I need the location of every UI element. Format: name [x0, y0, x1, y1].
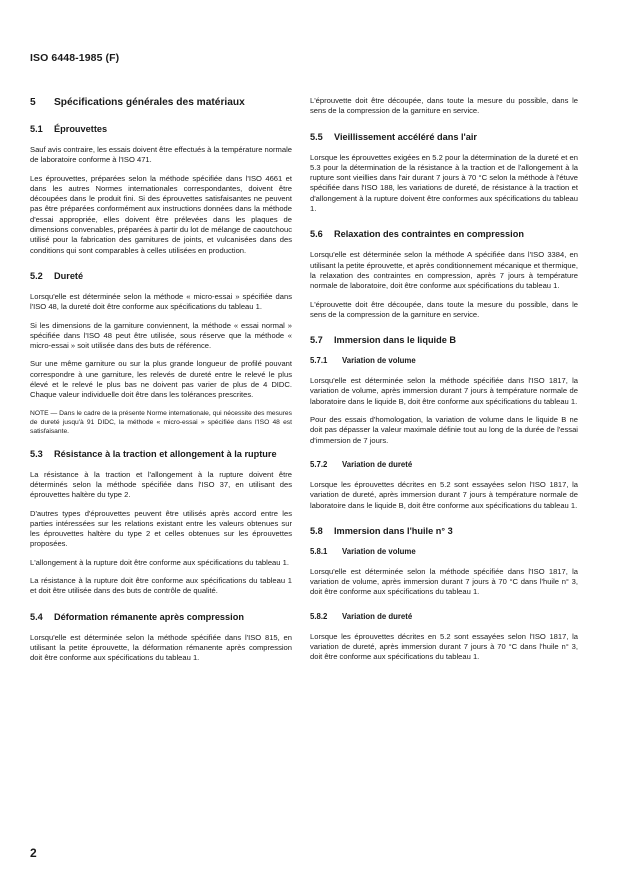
section-number: 5.7 [310, 335, 323, 346]
section-title: Variation de dureté [342, 611, 413, 621]
note: NOTE — Dans le cadre de la présente Norme internationale, qui nécessite des mesures de dureté jusqu'à 91 DIDC, la méthode « micro-essai » spécifiée dans l'ISO 48 est satisfaisante. [30, 409, 292, 435]
section-title: Immersion dans l'huile n° 3 [334, 525, 453, 536]
section-5-7-heading [310, 334, 578, 346]
paragraph: Sur une même garniture ou sur la plus grande longueur de profilé pouvant correspondre à une garniture, les relevés de dureté entre le relevé le plus élevé et le relevé le plus bas ne doivent pas varier de plus de 4 DIDC. Chaque valeur individuelle doit être dans les tolérances prescrites. [30, 359, 292, 400]
section-number: 5.7.1 [310, 356, 328, 366]
section-5-3-heading [30, 448, 292, 460]
section-5-4-heading [30, 611, 292, 623]
section-5-8-2-heading [310, 612, 578, 622]
paragraph: L'éprouvette doit être découpée, dans toute la mesure du possible, dans le sens de la compression de la garniture en service. [310, 96, 578, 116]
section-title: Immersion dans le liquide B [334, 335, 457, 346]
paragraph: Lorsqu'elle est déterminée selon la méthode A spécifiée dans l'ISO 3384, en utilisant la petite éprouvette, et après conditionnement mécanique et thermique, la relaxation des contraintes en compression, après 7 jours à température normale de laboratoire, doit être conforme aux spécifications du tableau 1. [310, 250, 578, 291]
paragraph: Lorsque les éprouvettes décrites en 5.2 sont essayées selon l'ISO 1817, la variation de dureté, après immersion durant 7 jours à 70 °C dans l'huile n° 3, doit être conforme aux spécifications du tableau 1. [310, 631, 578, 662]
section-5-6-heading [310, 228, 578, 240]
paragraph: Si les dimensions de la garniture conviennent, la méthode « essai normal » spécifiée dans l'ISO 48 peut être utilisée, sous réserve que la méthode « micro-essai » soit utilisée dans des buts de référence. [30, 320, 292, 351]
section-number: 5.2 [30, 270, 43, 281]
paragraph: Lorsqu'elle est déterminée selon la méthode « micro-essai » spécifiée dans l'ISO 48, la dureté doit être conforme aux spécifications du tableau 1. [30, 291, 292, 312]
paragraph: La résistance à la traction et l'allongement à la rupture doivent être déterminés selon la méthode spécifiée dans l'ISO 37, en utilisant des éprouvettes haltère du type 2. [30, 469, 292, 500]
paragraph: La résistance à la rupture doit être conforme aux spécifications du tableau 1 et doit être utilisée dans des buts de contrôle de qualité. [30, 576, 292, 596]
section-5-8-1-heading [310, 547, 578, 557]
section-number: 5.8.2 [310, 611, 328, 621]
paragraph: Sauf avis contraire, les essais doivent être effectués à la température normale de laboratoire conforme à l'ISO 471. [30, 145, 292, 165]
page-number: 2 [30, 846, 37, 860]
section-number: 5.4 [30, 611, 43, 622]
paragraph: Lorsqu'elle est déterminée selon la méthode spécifiée dans l'ISO 1817, la variation de volume, après immersion durant 7 jours à température normale de laboratoire dans le liquide B, doit être conforme aux spécifications du tableau 1. [310, 376, 578, 406]
section-5-heading [30, 96, 292, 109]
paragraph: Lorsque les éprouvettes exigées en 5.2 pour la détermination de la dureté et en 5.3 pour la détermination de la résistance à la traction et de l'allongement à la rupture sont vieillies dans l'air durant 7 jours à 70 °C selon la méthode à l'étuve spécifiée dans l'ISO 188, les variations de dureté, de résistance à la traction et d'allongement à la rupture doivent être conformes aux spécifications du tableau 1. [310, 152, 578, 214]
paragraph: D'autres types d'éprouvettes peuvent être utilisés après accord entre les parties intéressées sur les relations existant entre les valeurs obtenues sur les éprouvettes haltère du type 2 et celles obtenues sur les éprouvettes proposées. [30, 508, 292, 549]
section-number: 5.6 [310, 229, 323, 240]
document-id: ISO 6448-1985 (F) [30, 52, 120, 64]
section-number: 5.8.1 [310, 546, 328, 556]
section-number: 5.8 [310, 525, 323, 536]
section-title: Spécifications générales des matériaux [54, 97, 245, 108]
paragraph: L'allongement à la rupture doit être conforme aux spécifications du tableau 1. [30, 557, 289, 567]
section-title: Relaxation des contraintes en compression [334, 229, 524, 240]
right-column [310, 96, 578, 671]
section-5-1-heading [30, 123, 292, 135]
section-number: 5.5 [310, 131, 323, 142]
section-title: Dureté [54, 270, 84, 281]
section-number: 5 [30, 97, 36, 108]
section-5-2-heading [30, 270, 292, 282]
left-column [30, 96, 292, 672]
section-title: Vieillissement accéléré dans l'air [334, 131, 477, 142]
section-5-5-heading [310, 131, 578, 143]
section-number: 5.3 [30, 448, 43, 459]
section-title: Résistance à la traction et allongement à la rupture [54, 448, 277, 459]
section-number: 5.7.2 [310, 459, 328, 469]
section-5-7-1-heading [310, 356, 578, 366]
paragraph: Les éprouvettes, préparées selon la méthode spécifiée dans l'ISO 4661 et dans les autres Normes internationales correspondantes, doivent être découpées dans le produit fini. Si des éprouvettes satisfaisantes ne peuvent pas être préparées conformément aux instructions données dans la méthode d'essai appropriée, elles doivent être prélevées dans les plaques de dimensions convenables, préparées à partir du lot de mélange de caoutchouc utilisé pour la fabrication des garnitures de joints, et vulcanisées dans des conditions qui sont comparables à celles utilisées en production. [30, 173, 292, 255]
section-title: Déformation rémanente après compression [54, 611, 244, 622]
paragraph: Lorsqu'elle est déterminée selon la méthode spécifiée dans l'ISO 1817, la variation de volume, après immersion durant 7 jours à 70 °C dans l'huile n° 3, doit être conforme aux spécifications du tableau 1. [310, 566, 578, 597]
section-5-7-2-heading [310, 460, 578, 470]
section-title: Variation de volume [342, 356, 416, 366]
paragraph: Pour des essais d'homologation, la variation de volume dans le liquide B ne doit pas dépasser la valeur maximale définie tout au long de la durée de l'essai d'immersion de 7 jours. [310, 415, 578, 445]
section-number: 5.1 [30, 124, 43, 134]
paragraph: Lorsque les éprouvettes décrites en 5.2 sont essayées selon l'ISO 1817, la variation de dureté, après immersion durant 7 jours à température normale de laboratoire dans le liquide B, doit être conforme aux spécifications du tableau 1. [310, 479, 578, 510]
section-title: Variation de dureté [342, 459, 413, 469]
paragraph: L'éprouvette doit être découpée, dans toute la mesure du possible, dans le sens de la compression de la garniture en service. [310, 299, 578, 319]
paragraph: Lorsqu'elle est déterminée selon la méthode spécifiée dans l'ISO 815, en utilisant la petite éprouvette, la déformation rémanente après compression doit être conforme aux spécifications du tableau 1. [30, 632, 292, 663]
section-title: Éprouvettes [54, 124, 108, 134]
section-title: Variation de volume [342, 546, 416, 556]
section-5-8-heading [310, 525, 578, 537]
